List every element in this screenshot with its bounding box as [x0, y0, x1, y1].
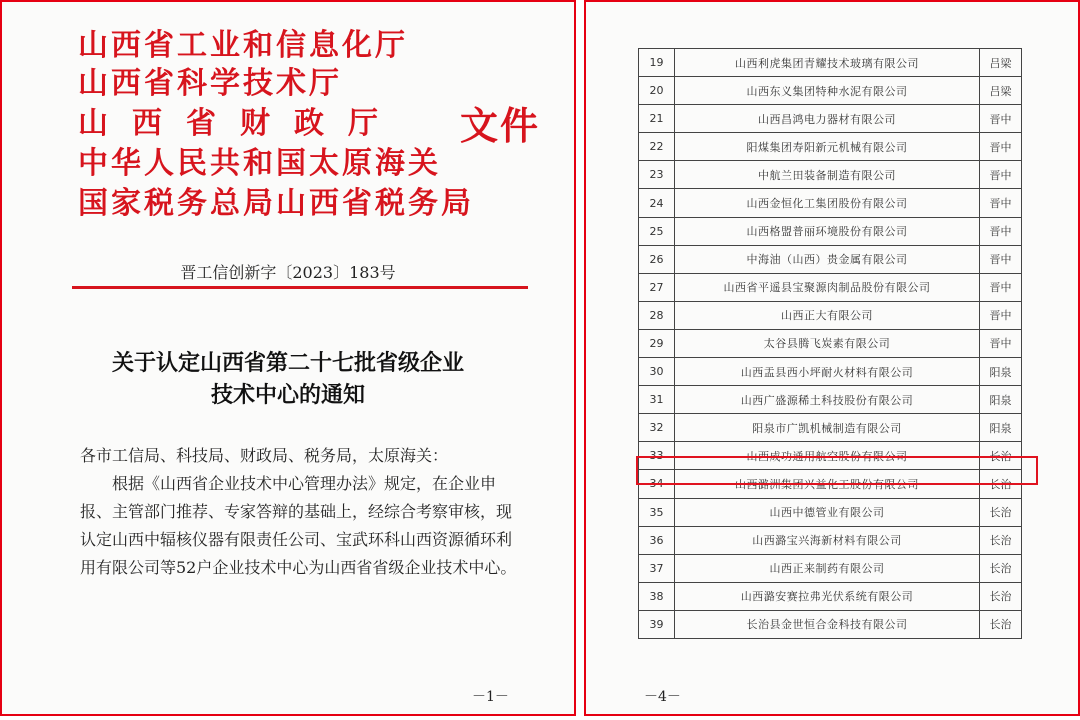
- company-name: 山西盂县西小坪耐火材料有限公司: [674, 358, 979, 386]
- table-row: [639, 498, 1022, 526]
- page-4: [584, 0, 1080, 716]
- row-number: 27: [639, 273, 675, 301]
- company-name: 阳泉市广凯机械制造有限公司: [674, 414, 979, 442]
- company-name: 山西省平遥县宝聚源肉制品股份有限公司: [674, 273, 979, 301]
- company-name: 山西潞洲集团兴益化工股份有限公司: [674, 470, 979, 498]
- row-number: 34: [639, 470, 675, 498]
- table-row: [639, 133, 1022, 161]
- row-number: 32: [639, 414, 675, 442]
- row-number: 22: [639, 133, 675, 161]
- page-number: －4－: [644, 689, 681, 705]
- agency-line-3: 山西省财政厅: [78, 106, 402, 141]
- agency-line-4: 中华人民共和国太原海关: [78, 146, 441, 181]
- company-name: 山西潞宝兴海新材料有限公司: [674, 526, 979, 554]
- row-number: 39: [639, 610, 675, 638]
- agency-line-5: 国家税务总局山西省税务局: [78, 186, 474, 221]
- company-name: 中航兰田装备制造有限公司: [674, 161, 979, 189]
- row-number: 30: [639, 358, 675, 386]
- company-name: 山西成功通用航空股份有限公司: [674, 442, 979, 470]
- table-row: [639, 582, 1022, 610]
- city-name: 吕梁: [980, 77, 1022, 105]
- row-number: 29: [639, 329, 675, 357]
- company-name: 山西正来制药有限公司: [674, 554, 979, 582]
- company-name: 中海油（山西）贵金属有限公司: [674, 245, 979, 273]
- city-name: 晋中: [980, 189, 1022, 217]
- city-name: 晋中: [980, 217, 1022, 245]
- table-row: [639, 189, 1022, 217]
- agency-line-2: 山西省科学技术厅: [78, 66, 342, 101]
- notice-title-line-1: 关于认定山西省第二十七批省级企业: [111, 350, 464, 376]
- company-name: 山西广盛源稀土科技股份有限公司: [674, 386, 979, 414]
- table-row: [639, 217, 1022, 245]
- company-name: 山西中德管业有限公司: [674, 498, 979, 526]
- company-name: 长治县金世恒合金科技有限公司: [674, 610, 979, 638]
- row-number: 20: [639, 77, 675, 105]
- table-row: [639, 358, 1022, 386]
- company-name: 山西昌鸿电力器材有限公司: [674, 105, 979, 133]
- company-name: 山西潞安赛拉弗光伏系统有限公司: [674, 582, 979, 610]
- city-name: 阳泉: [980, 358, 1022, 386]
- row-number: 36: [639, 526, 675, 554]
- company-name: 山西正大有限公司: [674, 301, 979, 329]
- city-name: 晋中: [980, 133, 1022, 161]
- document-label: 文件: [460, 103, 541, 148]
- table-row: [639, 49, 1022, 77]
- row-number: 31: [639, 386, 675, 414]
- table-row: [639, 77, 1022, 105]
- city-name: 阳泉: [980, 386, 1022, 414]
- table-row: [639, 161, 1022, 189]
- row-number: 38: [639, 582, 675, 610]
- row-number: 24: [639, 189, 675, 217]
- row-number: 23: [639, 161, 675, 189]
- city-name: 长治: [980, 498, 1022, 526]
- company-name: 山西东义集团特种水泥有限公司: [674, 77, 979, 105]
- city-name: 晋中: [980, 161, 1022, 189]
- row-number: 37: [639, 554, 675, 582]
- row-number: 33: [639, 442, 675, 470]
- highlight-box: [636, 456, 1038, 485]
- table-row: [639, 301, 1022, 329]
- red-divider: [72, 286, 528, 289]
- enterprise-table: [638, 48, 1022, 639]
- row-number: 21: [639, 105, 675, 133]
- table-row: [639, 329, 1022, 357]
- city-name: 晋中: [980, 273, 1022, 301]
- city-name: 长治: [980, 526, 1022, 554]
- company-name: 山西利虎集团青耀技术玻璃有限公司: [674, 49, 979, 77]
- city-name: 长治: [980, 554, 1022, 582]
- city-name: 长治: [980, 470, 1022, 498]
- row-number: 28: [639, 301, 675, 329]
- document-number: 晋工信创新字〔2023〕183号: [180, 263, 396, 282]
- row-number: 25: [639, 217, 675, 245]
- city-name: 晋中: [980, 105, 1022, 133]
- city-name: 长治: [980, 582, 1022, 610]
- row-number: 19: [639, 49, 675, 77]
- city-name: 吕梁: [980, 49, 1022, 77]
- company-name: 山西金恒化工集团股份有限公司: [674, 189, 979, 217]
- company-name: 阳煤集团寿阳新元机械有限公司: [674, 133, 979, 161]
- city-name: 阳泉: [980, 414, 1022, 442]
- table-row: [639, 386, 1022, 414]
- table-row: [639, 554, 1022, 582]
- page-number: －1－: [472, 689, 509, 705]
- table-row: [639, 105, 1022, 133]
- table-row: [639, 245, 1022, 273]
- table-row: [639, 273, 1022, 301]
- city-name: 晋中: [980, 245, 1022, 273]
- table-row: [639, 610, 1022, 638]
- city-name: 晋中: [980, 301, 1022, 329]
- company-name: 山西格盟普丽环境股份有限公司: [674, 217, 979, 245]
- company-name: 太谷县腾飞炭素有限公司: [674, 329, 979, 357]
- notice-title-line-2: 技术中心的通知: [210, 382, 365, 408]
- city-name: 晋中: [980, 329, 1022, 357]
- agency-line-1: 山西省工业和信息化厅: [78, 28, 408, 63]
- row-number: 35: [639, 498, 675, 526]
- notice-body: 根据《山西省企业技术中心管理办法》规定，在企业申报、主管部门推荐、专家答辩的基础上，经综合考察审核，现认定山西中辐核仪器有限责任公司、宝武环科山西资源循环利用有限公司等52户企业技术中心为山西省省级企业技术中心。: [80, 474, 517, 577]
- table-row: [639, 414, 1022, 442]
- salutation: 各市工信局、科技局、财政局、税务局，太原海关：: [80, 446, 449, 465]
- city-name: 长治: [980, 442, 1022, 470]
- row-number: 26: [639, 245, 675, 273]
- city-name: 长治: [980, 610, 1022, 638]
- table-row: [639, 526, 1022, 554]
